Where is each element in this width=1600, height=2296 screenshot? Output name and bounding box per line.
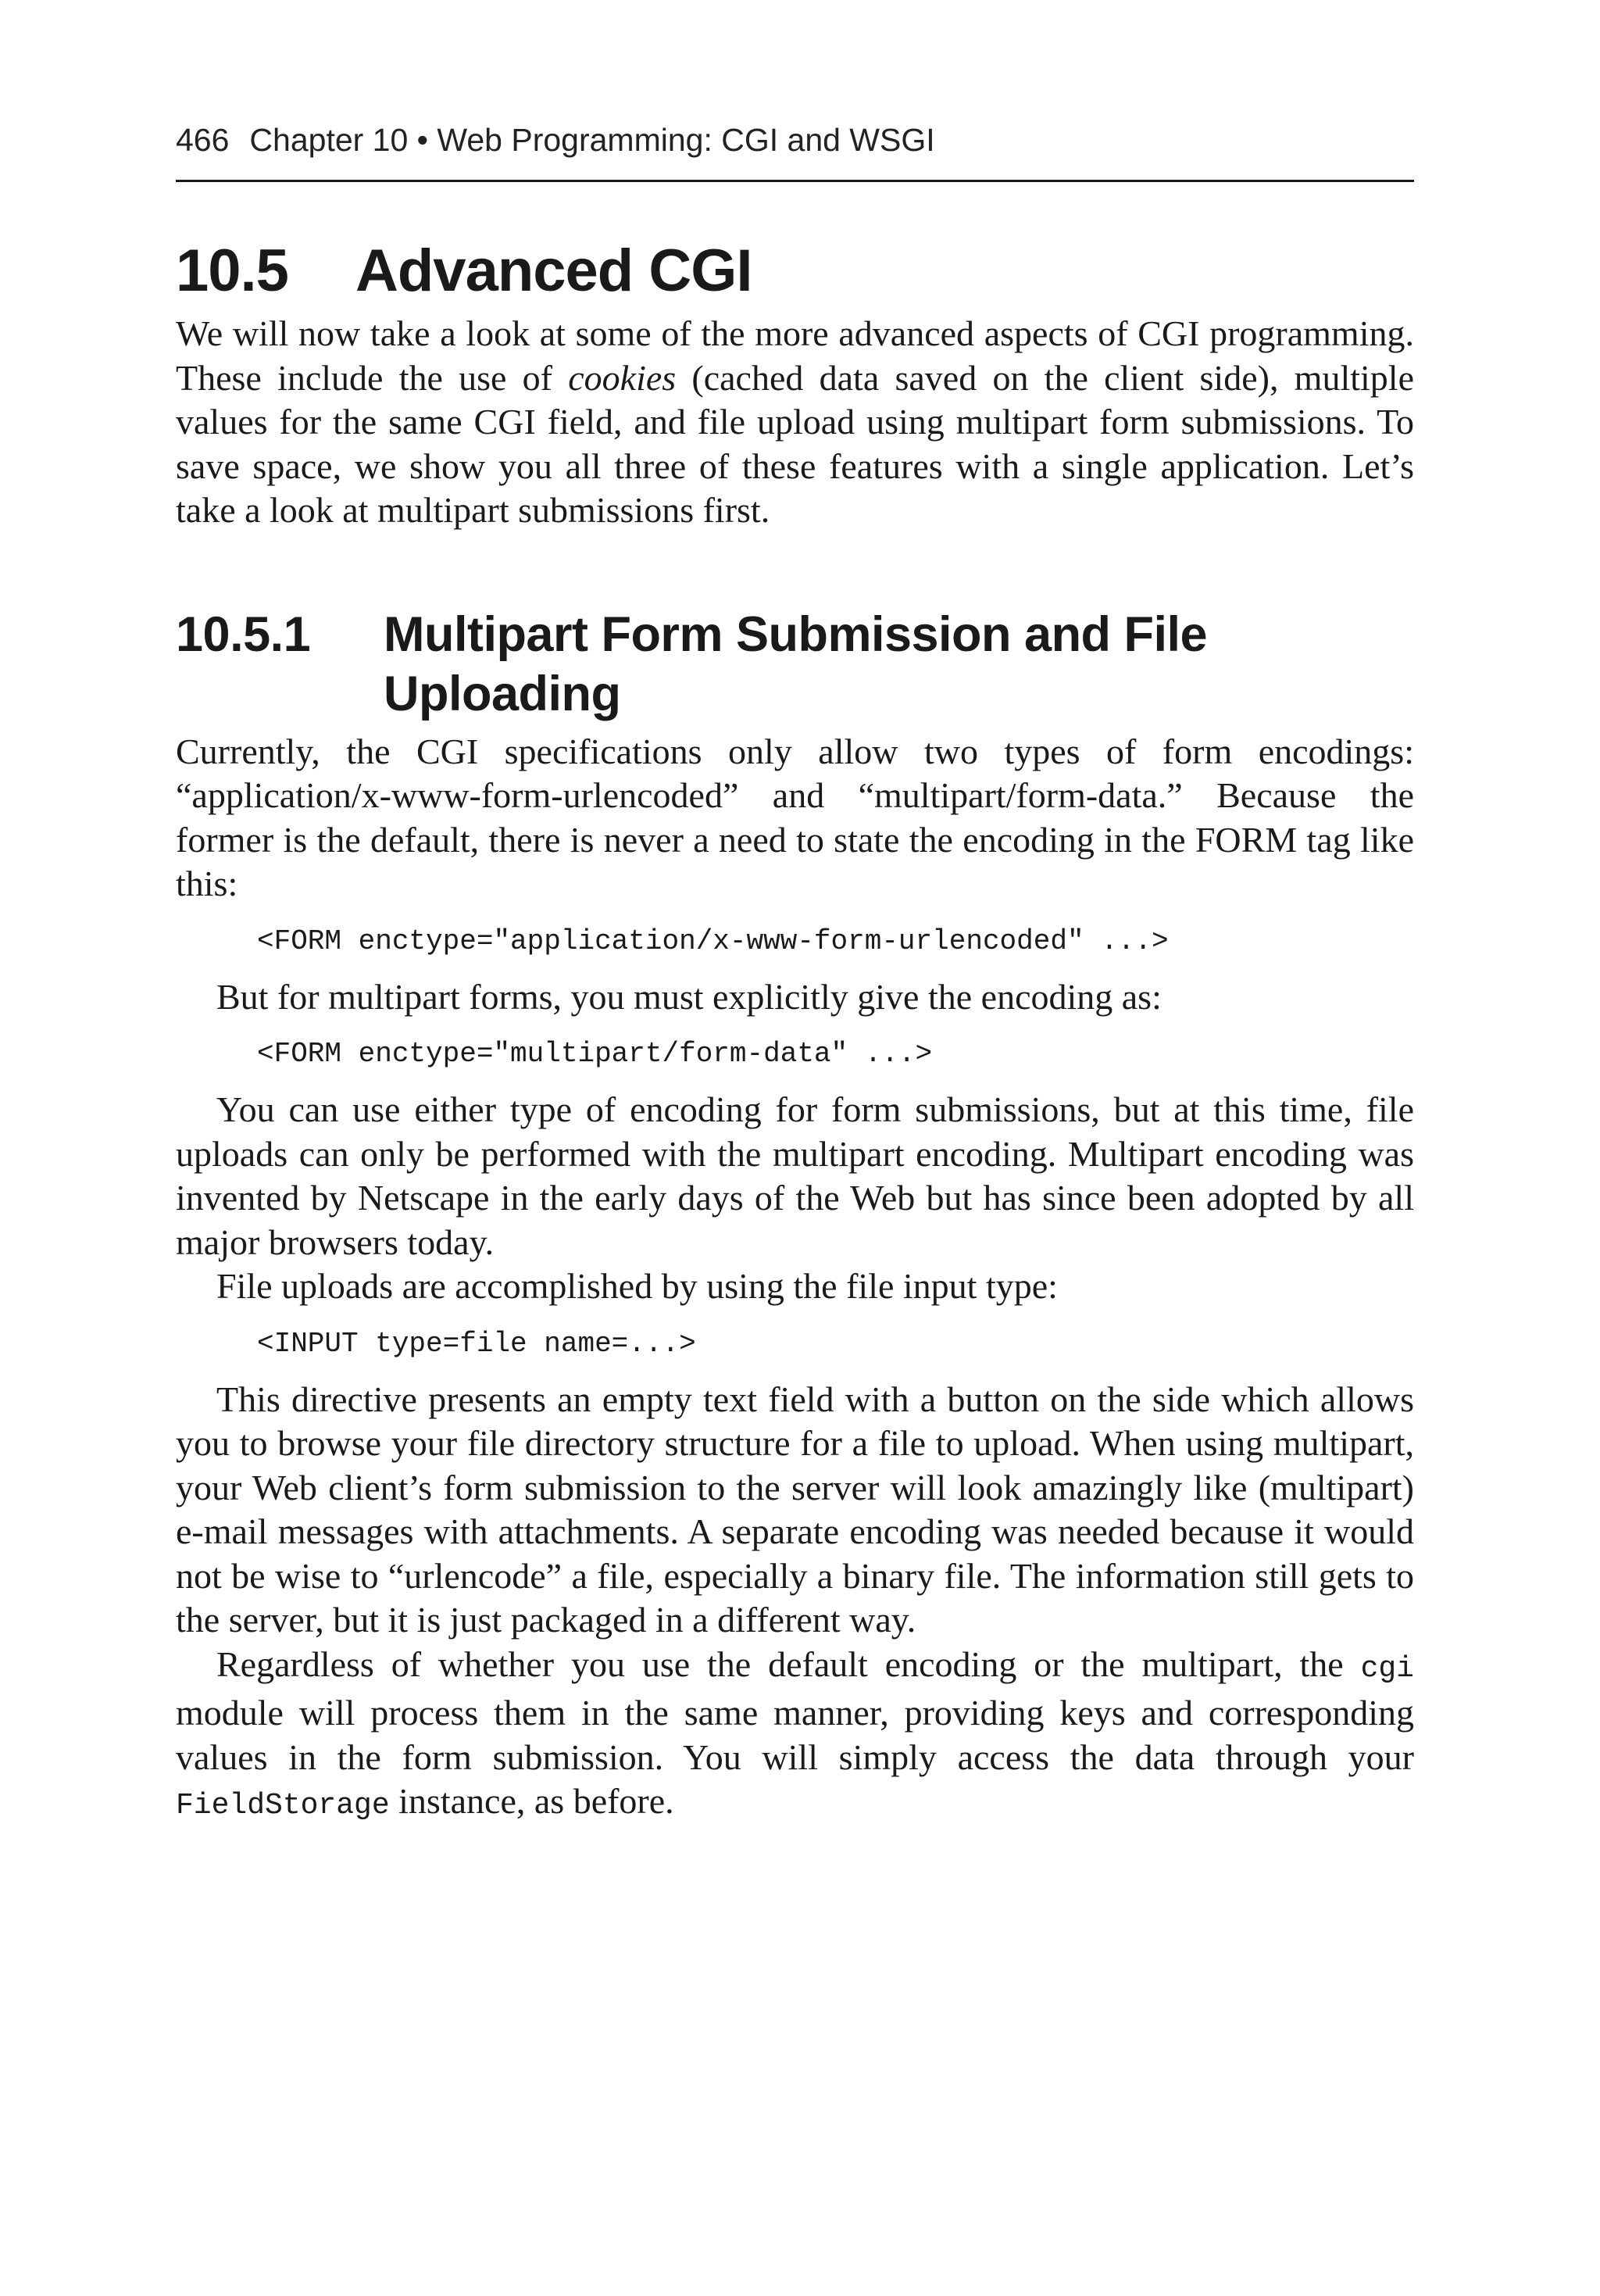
code-example: <INPUT type=file name=...> [257, 1327, 696, 1360]
code-example: <FORM enctype="application/x-www-form-urlencoded" ...> [257, 924, 1169, 957]
paragraph: File uploads are accomplished by using the file input type: [216, 1266, 1058, 1306]
subsection-heading [176, 605, 1414, 724]
book-page [176, 117, 1414, 1829]
chapter-title: Chapter 10 • Web Programming: CGI and WSGI [249, 122, 935, 158]
inline-code: cgi [1360, 1651, 1414, 1686]
section-intro: We will now take a look at some of the more advanced aspects of CGI programming. These include the use of cookies (cached data saved on the client side), multiple values for the same CGI field, and file upload using multipart form submissions. To save space, we show you all three of these features with a single application. Let’s take a look at multipart submissions first. [176, 313, 1414, 530]
section-title: Advanced CGI [355, 238, 752, 304]
subsection-title: Multipart Form Submission and File Uploading [384, 606, 1208, 721]
subsection-number: 10.5.1 [176, 606, 311, 662]
paragraph: Regardless of whether you use the default encoding or the multipart, the cgi module will process them in the same manner, providing keys and corresponding values in the form submission. You will simply access the data through your FieldStorage instance, as before. [176, 1643, 1414, 1822]
cookies-term: cookies [568, 357, 677, 398]
paragraph: Currently, the CGI specifications only allow two types of form encodings: “application/x-www-form-urlencoded” and “multipart/form-data.” Because the former is the default, there is never a need to state the encoding in the FORM tag like this: [176, 731, 1414, 903]
running-header [176, 117, 1414, 163]
paragraph: But for multipart forms, you must explicitly give the encoding as: [216, 976, 1162, 1017]
paragraph: You can use either type of encoding for form submissions, but at this time, file uploads can only be performed with the multipart encoding. Multipart encoding was invented by Netscape in the early days of the Web but has since been adopted by all major browsers today. [176, 1089, 1414, 1262]
code-example: <FORM enctype="multipart/form-data" ...> [257, 1038, 933, 1070]
header-rule [176, 180, 1414, 182]
section-heading [176, 235, 1414, 307]
page-number: 466 [176, 122, 230, 158]
section-number: 10.5 [176, 238, 288, 304]
paragraph: This directive presents an empty text field with a button on the side which allows you to browse your file directory structure for a file to upload. When using multipart, your Web client’s form submission to the server will look amazingly like (multipart) e-mail messages with attachments. A separate encoding was needed because it would not be wise to “urlencode” a file, especially a binary file. The information still gets to the server, but it is just packaged in a different way. [176, 1379, 1414, 1640]
inline-code: FieldStorage [176, 1789, 390, 1822]
